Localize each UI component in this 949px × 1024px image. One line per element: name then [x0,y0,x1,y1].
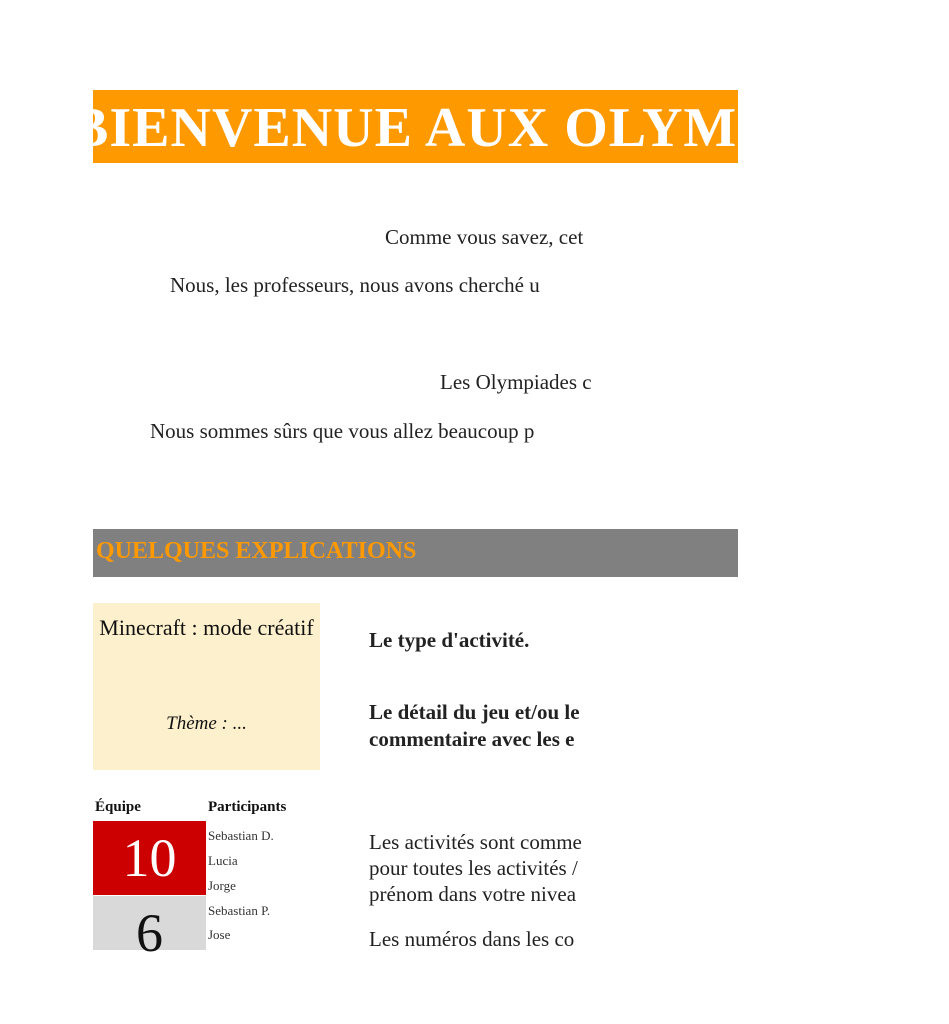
participant-name: Lucia [208,853,238,868]
activity-theme: Thème : ... [166,713,247,734]
banner-title: BIENVENUE AUX OLYMPIADES [71,97,949,159]
explanations-text [369,620,626,950]
detail-line-2: commentaire avec les e [369,727,575,751]
intro-line-4: Nous sommes sûrs que vous allez beaucoup p [150,419,535,443]
activity-title: Minecraft : mode créatif [99,615,314,640]
participant-name: Sebastian D. [208,828,274,843]
intro-line-2: Nous, les professeurs, nous avons cherché u [170,273,540,297]
intro-text-block [93,215,626,455]
section-header [93,529,738,577]
activity-type-label: Le type d'activité. [369,628,530,652]
team-number-2: 6 [93,896,206,950]
participant-name: Jorge [208,878,236,893]
team-header: Équipe [95,799,141,815]
team-number-1: 10 [93,821,206,895]
info-line-2: pour toutes les activités / [369,856,578,880]
intro-line-1: Comme vous savez, cet [385,225,584,249]
info-line-4: Les numéros dans les co [369,927,575,951]
participant-name: Sebastian P. [208,903,271,918]
info-line-3: prénom dans votre nivea [369,882,577,906]
banner-clip [71,90,949,163]
participants-list [208,824,318,950]
participant-name: Jose [208,927,231,942]
welcome-banner [71,90,949,163]
info-line-1: Les activités sont comme [369,830,582,854]
section-title: QUELQUES EXPLICATIONS [96,538,417,564]
detail-line-1: Le détail du jeu et/ou le [369,700,580,724]
intro-line-3: Les Olympiades c [440,370,592,394]
participants-header: Participants [208,799,287,815]
activity-card [93,603,320,770]
